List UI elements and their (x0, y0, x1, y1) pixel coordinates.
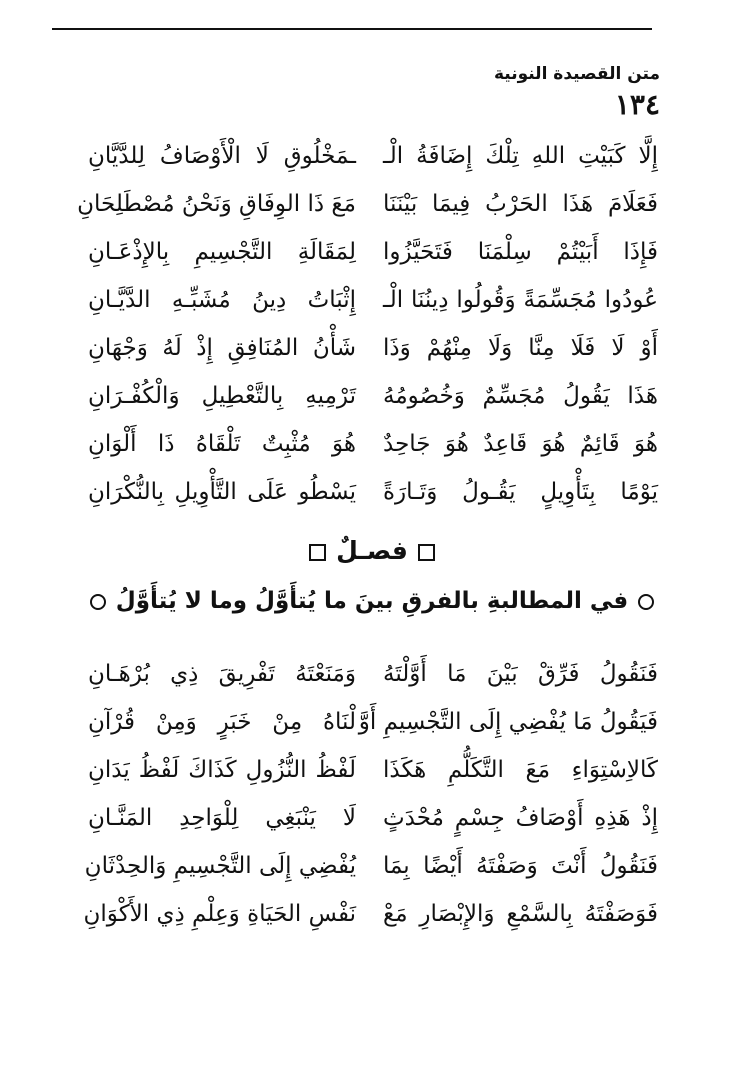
circle-ornament-icon (90, 594, 106, 610)
first-hemistich: كَالاِسْتِوَاءِ مَعَ التَّكَلُّمِ هَكَذَا (383, 757, 658, 783)
verse-line (88, 372, 658, 420)
second-hemistich: نَفْسِ الحَيَاةِ وَعِلْمِ ذِي الأَكْوَانِ (83, 901, 356, 927)
square-ornament-icon (309, 544, 326, 561)
verse-line (88, 650, 658, 698)
running-header (60, 62, 660, 92)
verse-line (88, 794, 658, 842)
second-hemistich: مَعَ ذَا الوِفَاقِ وَنَحْنُ مُصْطَلِحَانِ (77, 191, 356, 217)
first-hemistich: فَوَصَفْتَهُ بِالسَّمْعِ وَالإِبْصَارِ مَعْ (383, 901, 658, 927)
first-hemistich: فَنَقُولُ فَرِّقْ بَيْنَ مَا أَوَّلْتَهُ (383, 661, 658, 687)
verse-line (88, 698, 658, 746)
first-hemistich: أَوْ لَا فَلَا مِنَّا وَلَا مِنْهُمْ وَذَا (383, 335, 658, 361)
first-hemistich: فَيَقُولُ مَا يُفْضِي إِلَى التَّجْسِيمِ أَوَّ (358, 709, 658, 735)
first-hemistich: إِذْ هَذِهِ أَوْصَافُ جِسْمٍ مُحْدَثٍ (383, 805, 658, 831)
verse-line (83, 890, 658, 938)
verses-before-section (77, 132, 658, 516)
verse-line (84, 842, 658, 890)
verse-line (88, 746, 658, 794)
first-hemistich: عُودُوا مُجَسِّمَةً وَقُولُوا دِينُنَا الْـ (383, 287, 658, 313)
first-hemistich: يَوْمًا بِتَأْوِيلٍ يَقُـولُ وَتَـارَةً (383, 479, 658, 505)
second-hemistich: لَفْظُ النُّزُولِ كَذَاكَ لَفْظُ يَدَانِ (88, 757, 356, 783)
verses-after-section (83, 650, 658, 938)
second-hemistich: لِمَقَالَةِ التَّجْسِيمِ بِالإِذْعَـانِ (88, 239, 356, 265)
second-hemistich: إِثْبَاتُ دِينُ مُشَبِّـهِ الدَّيَّـانِ (88, 287, 356, 313)
first-hemistich: هَذَا يَقُولُ مُجَسِّمٌ وَخُصُومُهُ (383, 383, 658, 409)
verse-line (88, 276, 658, 324)
verse-line (88, 420, 658, 468)
verse-line (88, 228, 658, 276)
verse-line (88, 324, 658, 372)
verse-line (77, 180, 658, 228)
circle-ornament-icon (638, 594, 654, 610)
second-hemistich: وَمَنَعْتَهُ تَفْرِيقَ ذِي بُرْهَـانِ (88, 661, 356, 687)
section-subtitle-text: في المطالبةِ بالفرقِ بينَ ما يُتأَوَّلُ وما لا يُتأَوَّلُ (115, 588, 629, 614)
page-number: ١٣٤ (614, 88, 660, 121)
section-heading (60, 536, 684, 565)
second-hemistich: لَا يَنْبَغِي لِلْوَاحِدِ المَنَّـانِ (88, 805, 356, 831)
second-hemistich: هُوَ مُثْبِتٌ تَلْقَاهُ ذَا أَلْوَانِ (88, 431, 356, 457)
first-hemistich: هُوَ قَائِمٌ هُوَ قَاعِدٌ هُوَ جَاحِدٌ (383, 431, 658, 457)
second-hemistich: شَأْنُ المُنَافِقِ إِذْ لَهُ وَجْهَانِ (88, 335, 356, 361)
first-hemistich: إِلَّا كَبَيْتِ اللهِ تِلْكَ إِضَافَةُ الْـ (383, 143, 658, 169)
first-hemistich: فَنَقُولُ أَنْتَ وَصَفْتَهُ أَيْضًا بِمَا (383, 853, 658, 879)
first-hemistich: فَإِذَا أَبَيْتُمْ سِلْمَنَا فَتَحَيَّزُوا (383, 239, 658, 265)
second-hemistich: لْنَاهُ مِنْ خَبَرٍ وَمِنْ قُرْآنِ (88, 709, 356, 735)
section-subtitle (70, 588, 674, 614)
second-hemistich: تَرْمِيهِ بِالتَّعْطِيلِ وَالْكُفْـرَانِ (88, 383, 356, 409)
square-ornament-icon (418, 544, 435, 561)
second-hemistich: ـمَخْلُوقِ لَا الْأَوْصَافُ لِلدَّيَّانِ (88, 143, 356, 169)
running-title: متن القصيدة النونية (493, 64, 660, 84)
verse-line (88, 468, 658, 516)
second-hemistich: يَسْطُو عَلَى التَّأْوِيلِ بِالنُّكْرَانِ (88, 479, 356, 505)
header-rule (52, 28, 652, 30)
section-title-text: فصـلٌ (336, 536, 408, 565)
verse-line (88, 132, 658, 180)
first-hemistich: فَعَلَامَ هَذَا الحَرْبُ فِيمَا بَيْنَنَا (383, 191, 658, 217)
second-hemistich: يُفْضِي إِلَى التَّجْسِيمِ وَالحِدْثَانِ (84, 853, 356, 879)
